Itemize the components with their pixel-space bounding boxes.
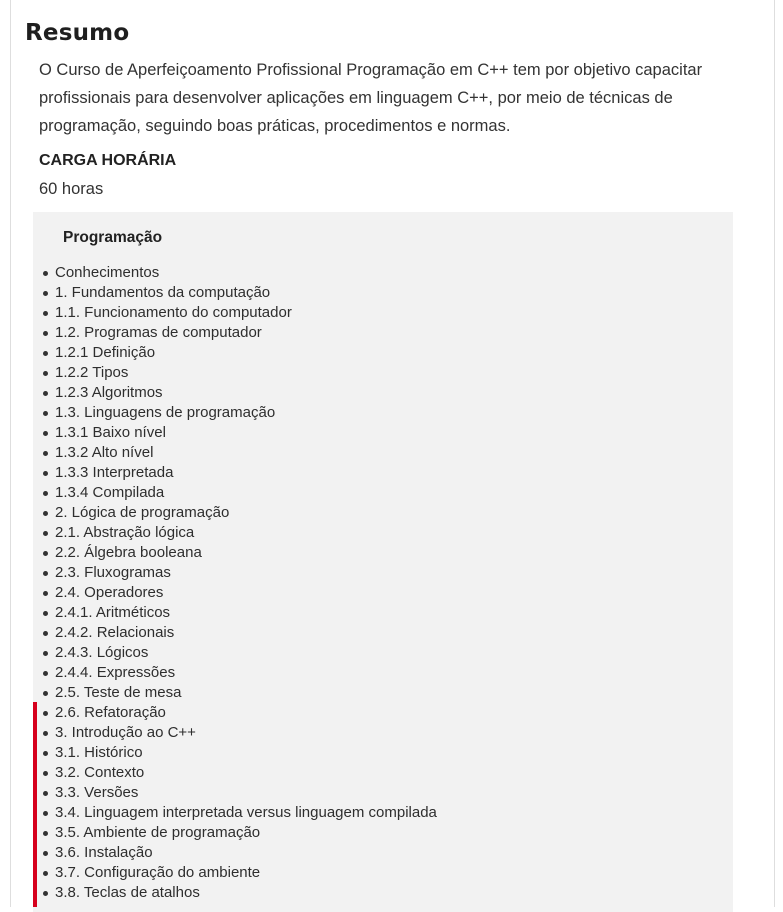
syllabus-topic-label: 1.2.2 Tipos <box>55 364 129 381</box>
bullet-icon <box>43 351 48 356</box>
bullet-icon <box>43 831 48 836</box>
syllabus-topic-label: 1. Fundamentos da computação <box>55 284 271 301</box>
highlight-accent-bar <box>33 702 37 907</box>
syllabus-topic-label: 1.2.1 Definição <box>55 344 156 361</box>
bullet-icon <box>43 531 48 536</box>
syllabus-topic-item <box>33 463 437 483</box>
syllabus-topic-item <box>33 483 437 503</box>
syllabus-topic-item <box>33 723 437 743</box>
syllabus-topic-label: 2. Lógica de programação <box>55 504 230 521</box>
syllabus-topic-item <box>33 343 437 363</box>
syllabus-topic-item <box>33 683 437 703</box>
syllabus-topic-label: 1.3.3 Interpretada <box>55 464 174 481</box>
syllabus-topic-item <box>33 703 437 723</box>
bullet-icon <box>43 811 48 816</box>
workload-label: CARGA HORÁRIA <box>39 152 177 169</box>
bullet-icon <box>43 331 48 336</box>
bullet-icon <box>43 611 48 616</box>
bullet-icon <box>43 491 48 496</box>
bullet-icon <box>43 431 48 436</box>
bullet-icon <box>43 791 48 796</box>
syllabus-topic-label: 3.5. Ambiente de programação <box>55 824 261 841</box>
syllabus-topic-item <box>33 643 437 663</box>
syllabus-topic-item <box>33 783 437 803</box>
syllabus-topic-label: 3.7. Configuração do ambiente <box>55 864 261 881</box>
syllabus-topic-item <box>33 843 437 863</box>
syllabus-topic-label: 2.5. Teste de mesa <box>55 684 182 701</box>
bullet-icon <box>43 671 48 676</box>
syllabus-topic-label: 2.2. Álgebra booleana <box>55 544 202 561</box>
syllabus-topic-item <box>33 603 437 623</box>
bullet-icon <box>43 571 48 576</box>
syllabus-topic-item <box>33 283 437 303</box>
syllabus-topic-label: 3. Introdução ao C++ <box>55 724 196 741</box>
bullet-icon <box>43 851 48 856</box>
syllabus-topic-item <box>33 863 437 883</box>
bullet-icon <box>43 271 48 276</box>
syllabus-topic-item <box>33 263 437 283</box>
bullet-icon <box>43 551 48 556</box>
syllabus-topic-item <box>33 663 437 683</box>
syllabus-topic-label: 1.2.3 Algoritmos <box>55 384 163 401</box>
bullet-icon <box>43 771 48 776</box>
syllabus-topic-item <box>33 803 437 823</box>
syllabus-topic-item <box>33 523 437 543</box>
syllabus-topic-item <box>33 503 437 523</box>
summary-heading: Resumo <box>25 20 130 46</box>
workload-value: 60 horas <box>39 180 104 198</box>
syllabus-panel <box>33 212 733 912</box>
bullet-icon <box>43 291 48 296</box>
syllabus-topic-label: 2.4. Operadores <box>55 584 164 601</box>
syllabus-topic-item <box>33 443 437 463</box>
syllabus-topic-label: 3.4. Linguagem interpretada versus linguagem compilada <box>55 804 437 821</box>
syllabus-topic-item <box>33 823 437 843</box>
bullet-icon <box>43 591 48 596</box>
syllabus-topic-item <box>33 563 437 583</box>
syllabus-topic-item <box>33 403 437 423</box>
syllabus-topic-label: 1.3.4 Compilada <box>55 484 165 501</box>
syllabus-topic-label: 3.3. Versões <box>55 784 139 801</box>
syllabus-topic-label: 1.3.1 Baixo nível <box>55 424 166 441</box>
syllabus-topic-item <box>33 623 437 643</box>
syllabus-topic-item <box>33 543 437 563</box>
syllabus-topic-item <box>33 423 437 443</box>
syllabus-topic-label: 3.6. Instalação <box>55 844 153 861</box>
syllabus-topic-label: 3.2. Contexto <box>55 764 145 781</box>
bullet-icon <box>43 411 48 416</box>
syllabus-topic-label: 1.3. Linguagens de programação <box>55 404 276 421</box>
syllabus-topic-label: 3.1. Histórico <box>55 744 143 761</box>
syllabus-topic-item <box>33 583 437 603</box>
syllabus-topic-label: 2.3. Fluxogramas <box>55 564 171 581</box>
bullet-icon <box>43 651 48 656</box>
syllabus-topic-item <box>33 363 437 383</box>
bullet-icon <box>43 871 48 876</box>
bullet-icon <box>43 631 48 636</box>
bullet-icon <box>43 371 48 376</box>
bullet-icon <box>43 471 48 476</box>
syllabus-topic-label: 2.4.3. Lógicos <box>55 644 149 661</box>
syllabus-topic-label: 1.1. Funcionamento do computador <box>55 304 292 321</box>
bullet-icon <box>43 891 48 896</box>
bullet-icon <box>43 391 48 396</box>
syllabus-topic-label: 2.1. Abstração lógica <box>55 524 195 541</box>
syllabus-topic-item <box>33 763 437 783</box>
bullet-icon <box>43 731 48 736</box>
bullet-icon <box>43 751 48 756</box>
bullet-icon <box>43 691 48 696</box>
syllabus-topic-item <box>33 743 437 763</box>
syllabus-topic-label: 1.2. Programas de computador <box>55 324 262 341</box>
course-description: O Curso de Aperfeiçoamento Profissional Programação em C++ tem por objetivo capacitar profissionais para desenvolver aplicações em linguagem C++, por meio de técnicas de programação, seguindo boas práticas, procedimentos e normas. <box>39 61 703 135</box>
bullet-icon <box>43 311 48 316</box>
bullet-icon <box>43 451 48 456</box>
syllabus-title: Programação <box>63 229 163 246</box>
syllabus-topic-label: 2.6. Refatoração <box>55 704 166 721</box>
syllabus-topic-label: 2.4.4. Expressões <box>55 664 176 681</box>
syllabus-topic-label: 2.4.2. Relacionais <box>55 624 175 641</box>
syllabus-topic-list <box>33 263 437 903</box>
syllabus-topic-item <box>33 883 437 903</box>
syllabus-topic-label: 3.8. Teclas de atalhos <box>55 884 200 901</box>
syllabus-topic-item <box>33 303 437 323</box>
syllabus-topic-label: 1.3.2 Alto nível <box>55 444 154 461</box>
syllabus-topic-label: Conhecimentos <box>55 264 160 281</box>
bullet-icon <box>43 511 48 516</box>
syllabus-topic-item <box>33 383 437 403</box>
bullet-icon <box>43 711 48 716</box>
syllabus-topic-label: 2.4.1. Aritméticos <box>55 604 171 621</box>
syllabus-topic-item <box>33 323 437 343</box>
